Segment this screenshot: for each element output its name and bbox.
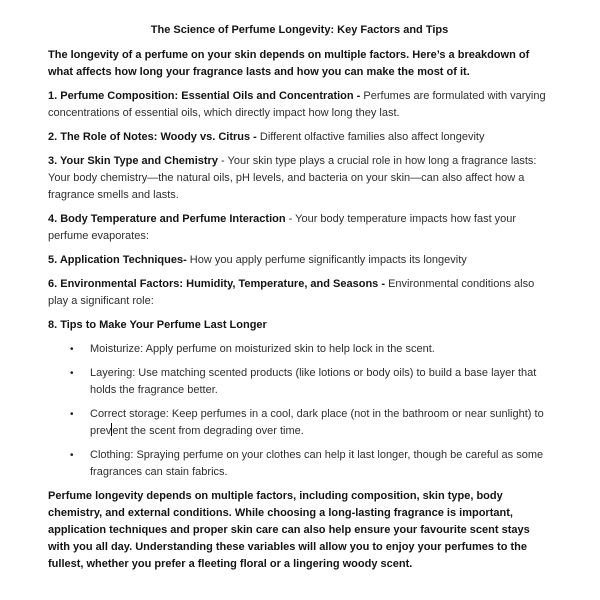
bullet-icon: •: [70, 409, 74, 420]
paragraph: [48, 488, 551, 573]
bold-text-run: 2. The Role of Notes: Woody vs. Citrus -: [48, 131, 260, 143]
list-item: [48, 406, 551, 440]
section-heading: [48, 317, 551, 334]
paragraph: [48, 211, 551, 245]
bold-text-run: The longevity of a perfume on your skin depends on multiple factors. Here’s a breakdown of what affects how long your fragrance lasts and how you can make the most of it.: [48, 49, 530, 78]
bold-text-run: 1. Perfume Composition: Essential Oils and Concentration -: [48, 90, 364, 102]
text-run: ent the scent from degrading over time.: [112, 425, 304, 437]
paragraph: [48, 252, 551, 269]
text-run: - Your body temperature impacts how fast your perfume evaporates:: [48, 213, 517, 242]
list-item-text: [90, 341, 551, 358]
list-item: [48, 447, 551, 481]
list-item-text: [90, 447, 551, 481]
bullet-icon: •: [70, 368, 74, 379]
bold-text-run: 4. Body Temperature and Perfume Interaction: [48, 213, 286, 225]
text-run: Perfumes are formulated with varying concentrations of essential oils, which directly impact how long they last.: [48, 90, 546, 119]
list-item-text: [90, 406, 551, 440]
list-item: [48, 341, 551, 358]
text-run: Correct storage: Keep perfumes in a cool, dark place (not in the bathroom or near sunlight) to prev: [90, 408, 544, 437]
list-item-text: [90, 365, 551, 399]
paragraph: [48, 129, 551, 146]
paragraph: [48, 276, 551, 310]
bold-text-run: 6. Environmental Factors: Humidity, Temperature, and Seasons -: [48, 278, 389, 290]
text-run: How you apply perfume significantly impacts its longevity: [186, 254, 467, 266]
text-run: - Your skin type plays a crucial role in how long a fragrance lasts: Your body chemistry—the natural oils, pH levels, and bacteria on your skin—can also affect how a fragrance smells and lasts.: [48, 155, 537, 201]
bullet-icon: •: [70, 344, 74, 355]
text-run: Different olfactive families also affect longevity: [259, 131, 485, 143]
text-run: Moisturize: Apply perfume on moisturized skin to help lock in the scent.: [90, 343, 435, 355]
paragraph: [48, 47, 551, 81]
bullet-icon: •: [70, 450, 74, 461]
text-run: Clothing: Spraying perfume on your clothes can help it last longer, though be careful as some fragrances can stain fabrics.: [90, 449, 544, 478]
bold-text-run: 5. Application Techniques-: [48, 254, 187, 266]
paragraph: [48, 88, 551, 122]
bold-text-run: 8. Tips to Make Your Perfume Last Longer: [48, 319, 267, 331]
text-run: Environmental conditions also play a significant role:: [48, 278, 535, 307]
bold-text-run: 3. Your Skin Type and Chemistry: [48, 155, 218, 167]
document-body: [48, 47, 551, 573]
paragraph: [48, 153, 551, 204]
document-title: The Science of Perfume Longevity: Key Factors and Tips: [150, 24, 449, 36]
bold-text-run: Perfume longevity depends on multiple factors, including composition, skin type, body chemistry, and external conditions. While choosing a long-lasting fragrance is important, application techniques and proper skin care can also help ensure your favourite scent stays with you all day. Understanding these variables will allow you to enjoy your perfumes to the fullest, whether you prefer a fleeting floral or a lingering woody scent.: [48, 490, 530, 570]
list-item: [48, 365, 551, 399]
text-run: Layering: Use matching scented products (like lotions or body oils) to build a base layer that holds the fragrance better.: [90, 367, 537, 396]
